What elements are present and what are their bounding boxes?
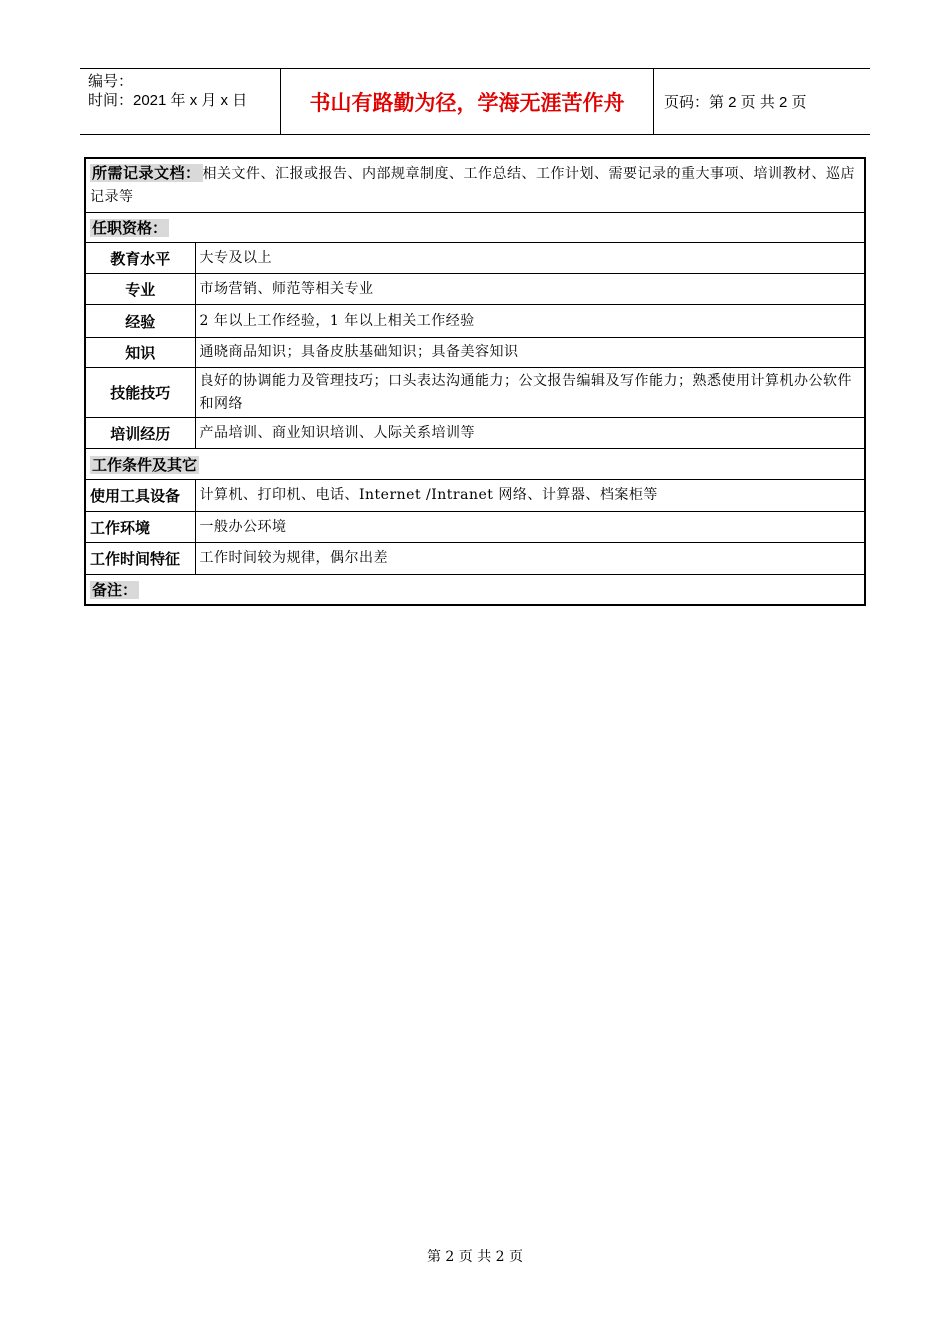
row-label: 工作时间特征 — [85, 543, 195, 575]
table-row — [85, 480, 865, 512]
job-description-table — [84, 157, 866, 606]
table-row — [85, 305, 865, 338]
table-row — [85, 368, 865, 418]
row-label: 专业 — [85, 274, 195, 305]
row-value: 大专及以上 — [195, 243, 865, 274]
row-value: 2 年以上工作经验，1 年以上相关工作经验 — [195, 305, 865, 338]
table-row — [85, 543, 865, 575]
records-label: 所需记录文档： — [92, 164, 201, 182]
row-value: 良好的协调能力及管理技巧；口头表达沟通能力；公文报告编辑及写作能力；熟悉使用计算机办公软件和网络 — [195, 368, 865, 418]
header-meta — [80, 69, 281, 134]
row-label: 技能技巧 — [85, 368, 195, 418]
table-row — [85, 274, 865, 305]
row-value: 计算机、打印机、电话、Internet /Intranet 网络、计算器、档案柜等 — [195, 480, 865, 512]
row-value: 产品培训、商业知识培训、人际关系培训等 — [195, 418, 865, 449]
row-label: 经验 — [85, 305, 195, 338]
row-value: 市场营销、师范等相关专业 — [195, 274, 865, 305]
row-label: 教育水平 — [85, 243, 195, 274]
table-row — [85, 243, 865, 274]
row-label: 工作环境 — [85, 512, 195, 543]
table-row — [85, 512, 865, 543]
time-label: 时间：2021 年 x 月 x 日 — [88, 92, 248, 109]
page-header — [80, 68, 870, 135]
page-footer: 第 2 页 共 2 页 — [426, 1249, 524, 1265]
page-number-label: 页码：第 2 页 共 2 页 — [664, 94, 807, 111]
row-label: 培训经历 — [85, 418, 195, 449]
row-value: 通晓商品知识；具备皮肤基础知识；具备美容知识 — [195, 338, 865, 368]
row-label: 使用工具设备 — [85, 480, 195, 512]
qualifications-title: 任职资格： — [92, 219, 168, 237]
table-row — [85, 338, 865, 368]
row-value: 工作时间较为规律，偶尔出差 — [195, 543, 865, 575]
conditions-header — [85, 449, 865, 480]
qualifications-header — [85, 213, 865, 243]
records-row — [85, 158, 865, 213]
remarks-row — [85, 575, 865, 605]
table-row — [85, 418, 865, 449]
number-label: 编号： — [88, 73, 134, 90]
conditions-title: 工作条件及其它 — [92, 455, 198, 474]
row-label: 知识 — [85, 338, 195, 368]
motto: 书山有路勤为径，学海无涯苦作舟 — [281, 69, 654, 134]
remarks-label: 备注： — [92, 580, 138, 599]
row-value: 一般办公环境 — [195, 512, 865, 543]
records-value: 相关文件、汇报或报告、内部规章制度、工作总结、工作计划、需要记录的重大事项、培训教材、巡店记录等 — [90, 166, 856, 205]
